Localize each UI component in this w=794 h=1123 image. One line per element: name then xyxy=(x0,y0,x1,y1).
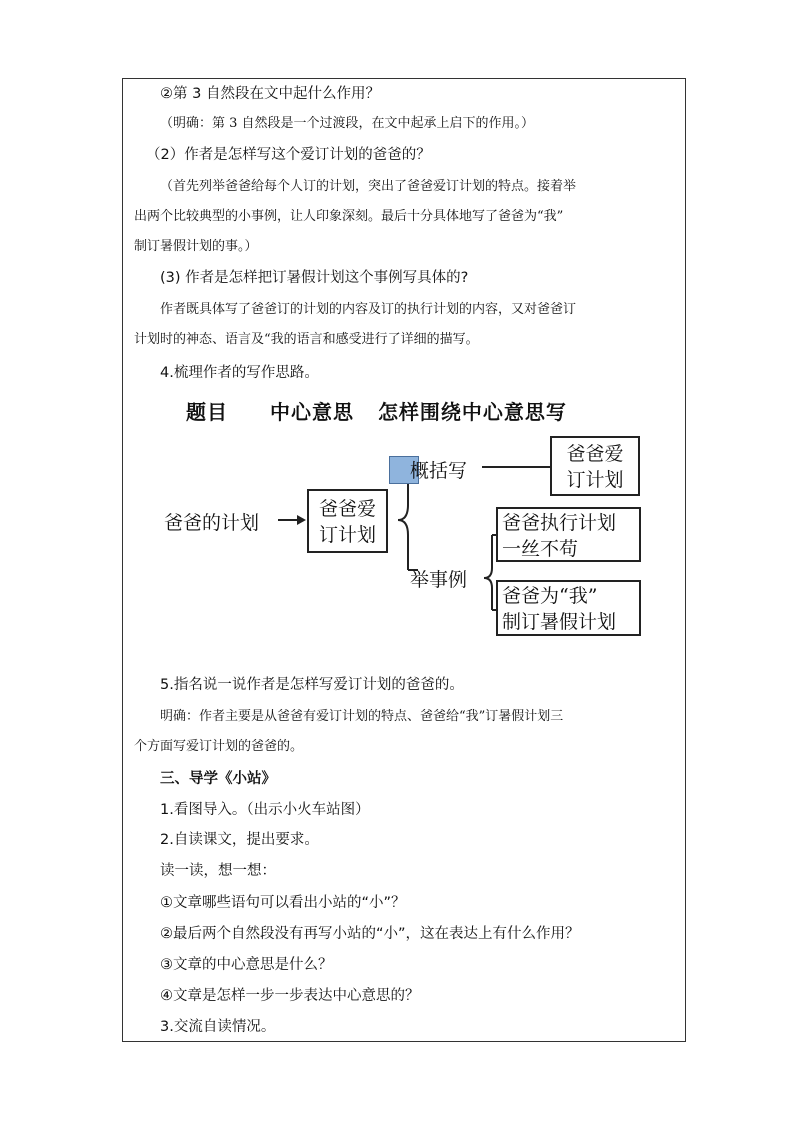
diagram-leaf-summary-box xyxy=(550,436,640,496)
step-1: 1.看图导入。（出示小火车站图） xyxy=(160,802,370,818)
question-2: ②第 3 自然段在文中起什么作用？ xyxy=(160,86,380,102)
diagram-leaf-1-line-1: 爸爸爱 xyxy=(566,443,624,465)
question-item-3: ③文章的中心意思是什么？ xyxy=(160,957,333,973)
diagram-leaf-2-line-1: 爸爸执行计划 xyxy=(502,512,617,534)
answer-paragraph-line-1: （首先列举爸爸给每个人订的计划，突出了爸爸爱订计划的特点。接着举 xyxy=(160,179,577,194)
diagram-leaf-2-line-2: 一丝不苟 xyxy=(502,538,579,560)
question-item-1: ①文章哪些语句可以看出小站的“小”？ xyxy=(160,895,406,911)
question-paragraph-3: (3) 作者是怎样把订暑假计划这个事例写具体的? xyxy=(160,270,469,286)
answer-3-line-2: 计划时的神态、语言及“我的语言和感受进行了详细的描写。 xyxy=(134,332,479,347)
diagram-center-box xyxy=(307,489,388,553)
answer-paragraph-line-2: 出两个比较典型的小事例，让人印象深刻。最后十分具体地写了爸爸为“我” xyxy=(134,209,564,224)
diagram-header-center: 中心意思 xyxy=(269,400,354,424)
answer-2: （明确：第 3 自然段是一个过渡段，在文中起承上启下的作用。） xyxy=(160,116,535,131)
step-3: 3.交流自读情况。 xyxy=(160,1019,276,1035)
question-item-4: ④文章是怎样一步一步表达中心意思的？ xyxy=(160,988,420,1004)
read-think-prompt: 读一读，想一想： xyxy=(160,863,276,879)
question-item-2: ②最后两个自然段没有再写小站的“小”，这在表达上有什么作用？ xyxy=(160,926,580,942)
section-heading-3: 三、导学《小站》 xyxy=(160,771,276,787)
diagram-branch-examples: 举事例 xyxy=(410,569,468,591)
question-paragraph-2: （2）作者是怎样写这个爱订计划的爸爸的？ xyxy=(146,147,431,163)
diagram-leaf-3-line-2: 制订暑假计划 xyxy=(502,611,617,633)
answer-paragraph-line-3: 制订暑假计划的事。） xyxy=(134,239,258,254)
diagram-leaf-example-1-box xyxy=(496,507,641,562)
step-2: 2.自读课文，提出要求。 xyxy=(160,832,319,848)
diagram-center-line-2: 订计划 xyxy=(318,524,376,546)
diagram-header-title: 题目 xyxy=(186,400,228,424)
answer-5-line-2: 个方面写爱订计划的爸爸的。 xyxy=(134,739,304,754)
answer-3-line-1: 作者既具体写了爸爸订的计划的内容及订的执行计划的内容，又对爸爸订 xyxy=(160,302,577,317)
diagram-center-line-1: 爸爸爱 xyxy=(318,498,376,520)
step-4: 4.梳理作者的写作思路。 xyxy=(160,365,319,381)
answer-5-line-1: 明确：作者主要是从爸爸有爱订计划的特点、爸爸给“我”订暑假计划三 xyxy=(160,709,564,724)
diagram-root-label: 爸爸的计划 xyxy=(164,512,260,534)
step-5: 5.指名说一说作者是怎样写爱订计划的爸爸的。 xyxy=(160,677,464,693)
diagram-leaf-1-line-2: 订计划 xyxy=(566,469,624,491)
diagram-header-how: 怎样围绕中心意思写 xyxy=(377,400,567,424)
diagram-branch-summary: 概括写 xyxy=(410,460,468,482)
diagram-leaf-3-line-1: 爸爸为“我” xyxy=(502,585,598,607)
diagram-leaf-example-2-box xyxy=(496,580,641,636)
